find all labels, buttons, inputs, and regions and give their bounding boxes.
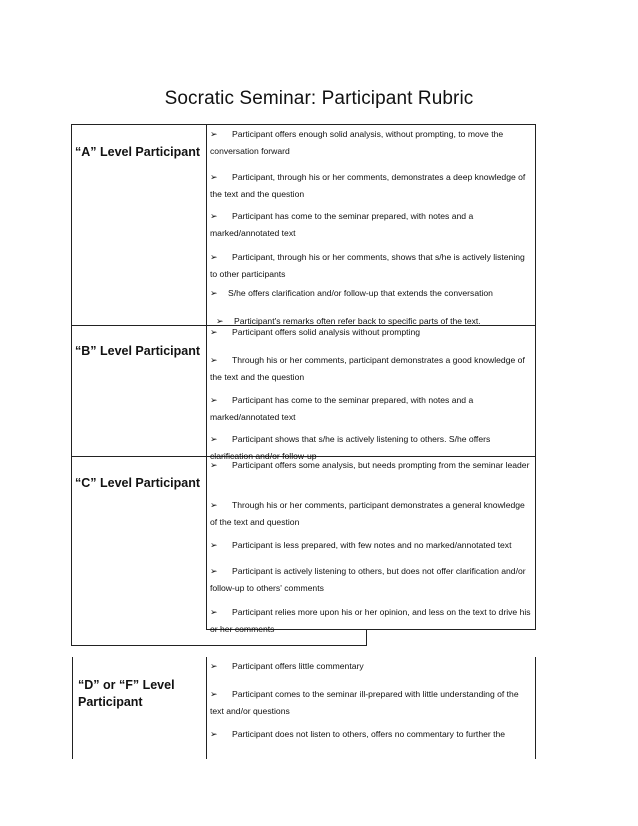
table-left-border: [71, 124, 72, 646]
bullet-arrow-icon: ➢: [210, 460, 218, 470]
list-item: ➢ Participant is actively listening to others, but does not offer clarification and/or follow-up to others' comments: [210, 563, 532, 596]
list-item: ➢ Participant, through his or her comments, demonstrates a deep knowledge of the text and the question: [210, 169, 532, 202]
table2-column-divider: [206, 657, 207, 759]
level-b-label: “B” Level Participant: [75, 344, 201, 358]
list-item: ➢ Participant's remarks often refer back to specific parts of the text.: [216, 313, 534, 330]
page-title: Socratic Seminar: Participant Rubric: [164, 88, 474, 109]
bullet-arrow-icon: ➢: [210, 729, 218, 739]
level-a-label: “A” Level Participant: [75, 145, 201, 159]
list-item: ➢ Participant shows that s/he is actively listening to others. S/he offers clarification and/or follow-up: [210, 431, 532, 464]
table-top-border: [71, 124, 536, 125]
list-item: ➢ S/he offers clarification and/or follow-up that extends the conversation: [210, 285, 532, 302]
table-bottom-border: [71, 645, 367, 646]
bullet-arrow-icon: ➢: [210, 355, 218, 365]
bullet-arrow-icon: ➢: [210, 252, 218, 262]
table-right-border: [535, 124, 536, 630]
table-column-divider: [206, 124, 207, 630]
bullet-arrow-icon: ➢: [210, 607, 218, 617]
bullet-arrow-icon: ➢: [210, 661, 218, 671]
table2-right-border: [535, 657, 536, 759]
list-item: ➢ Participant is less prepared, with few notes and no marked/annotated text: [210, 537, 532, 554]
list-item: ➢ Participant offers some analysis, but needs prompting from the seminar leader: [210, 457, 532, 474]
list-item: ➢ Participant offers enough solid analysis, without prompting, to move the conversation forward: [210, 126, 532, 159]
bullet-arrow-icon: ➢: [210, 288, 218, 298]
table2-left-border: [72, 657, 73, 759]
level-c-label: “C” Level Participant: [75, 476, 201, 490]
list-item: ➢ Participant offers solid analysis without prompting: [210, 324, 532, 341]
bullet-arrow-icon: ➢: [210, 395, 218, 405]
list-item: ➢ Participant does not listen to others, offers no commentary to further the: [210, 726, 532, 743]
bullet-arrow-icon: ➢: [210, 540, 218, 550]
bullet-arrow-icon: ➢: [210, 129, 218, 139]
bullet-arrow-icon: ➢: [210, 211, 218, 221]
level-df-label: “D” or “F” Level Participant: [78, 678, 175, 709]
list-item: ➢ Participant comes to the seminar ill-prepared with little understanding of the text and/or questions: [210, 686, 534, 719]
bullet-arrow-icon: ➢: [216, 316, 224, 326]
bullet-arrow-icon: ➢: [210, 500, 218, 510]
list-item: ➢ Participant has come to the seminar prepared, with notes and a marked/annotated text: [210, 392, 510, 425]
list-item: ➢ Participant offers little commentary: [210, 658, 532, 675]
list-item: ➢ Participant, through his or her comments, shows that s/he is actively listening to other participants: [210, 249, 532, 282]
list-item: ➢ Participant has come to the seminar prepared, with notes and a marked/annotated text: [210, 208, 510, 241]
list-item: ➢ Participant relies more upon his or her opinion, and less on the text to drive his or her comments: [210, 604, 534, 637]
list-item: ➢ Through his or her comments, participant demonstrates a general knowledge of the text and question: [210, 497, 532, 530]
bullet-arrow-icon: ➢: [210, 434, 218, 444]
list-item: ➢ Through his or her comments, participant demonstrates a good knowledge of the text and the question: [210, 352, 532, 385]
bullet-arrow-icon: ➢: [210, 689, 218, 699]
bullet-arrow-icon: ➢: [210, 172, 218, 182]
bullet-arrow-icon: ➢: [210, 327, 218, 337]
bullet-arrow-icon: ➢: [210, 566, 218, 576]
